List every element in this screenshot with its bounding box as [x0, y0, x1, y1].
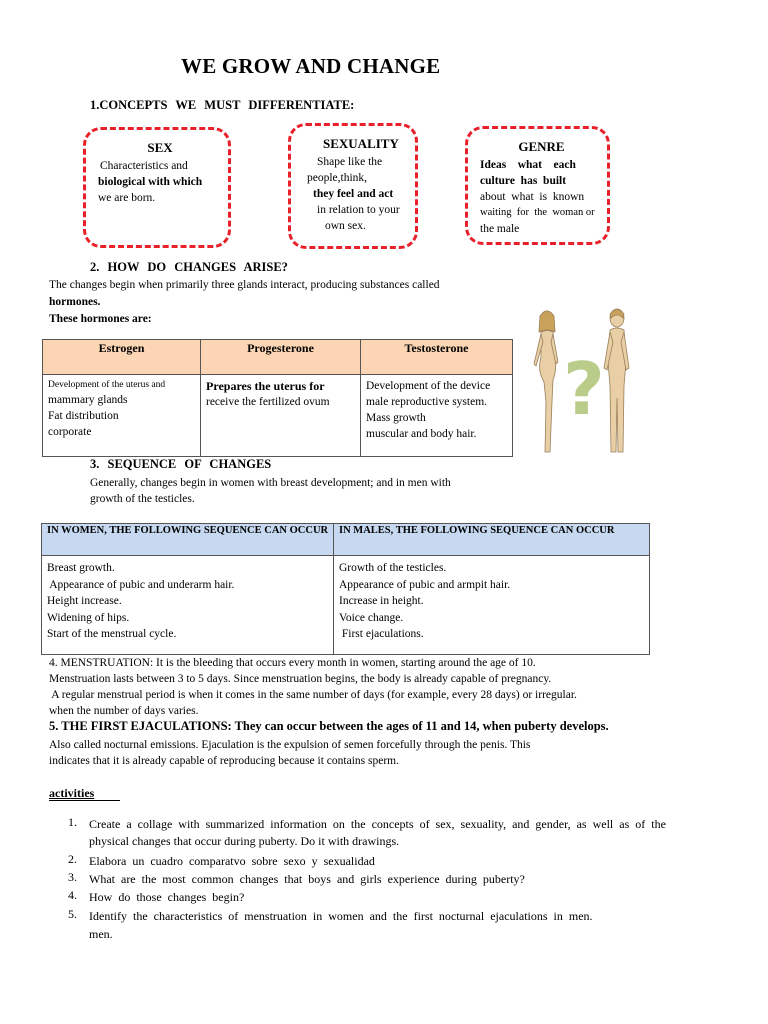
- cell-line: corporate: [48, 426, 92, 438]
- activity-text: Identify the characteristics of menstruation in women and the first nocturnal ejaculations in men.: [89, 909, 593, 923]
- activity-text: Elabora un cuadro comparatvo sobre sexo y sexualidad: [89, 854, 375, 868]
- concept-box-genre: [465, 126, 610, 245]
- list-item: Height increase.: [47, 595, 122, 607]
- concept-text: culture has built: [480, 175, 567, 187]
- list-item: [68, 907, 768, 943]
- ejaculations-heading: 5. THE FIRST EJACULATIONS: They can occur between the ages of 11 and 14, when puberty develops.: [49, 719, 609, 733]
- activity-text: physical changes that occur during puberty. Do it with drawings.: [89, 834, 400, 848]
- question-mark-icon: ?: [563, 347, 605, 431]
- list-item: [68, 888, 768, 907]
- cell-line: muscular and body hair.: [366, 428, 477, 440]
- activities-list: [68, 815, 768, 943]
- menstruation-text: A regular menstrual period is when it comes in the same number of days (for example, every 28 days) or irregular.: [49, 689, 577, 701]
- concept-text: people,think,: [307, 172, 368, 184]
- list-item: Start of the menstrual cycle.: [47, 628, 177, 640]
- sequence-table: [41, 523, 650, 655]
- table-cell-women: [42, 556, 334, 655]
- table-header: Progesterone: [201, 340, 361, 375]
- puberty-figures-illustration: [525, 302, 645, 462]
- table-header-men: IN MALES, THE FOLLOWING SEQUENCE CAN OCCUR: [334, 524, 650, 556]
- paragraph: The changes begin when primarily three glands interact, producing substances called: [49, 279, 440, 291]
- ejaculations-text: indicates that it is already capable of reproducing because it contains sperm.: [49, 755, 399, 767]
- list-item: Voice change.: [339, 611, 404, 624]
- page-title: WE GROW AND CHANGE: [181, 54, 441, 78]
- concept-text: Ideas what each: [480, 159, 576, 171]
- table-cell-men: [334, 556, 650, 655]
- cell-line: Mass growth: [366, 412, 426, 424]
- list-item: [68, 815, 768, 852]
- activity-text: Create a collage with summarized information on the concepts of sex, sexuality, and gender, as well as of the: [89, 817, 666, 831]
- table-cell: [361, 375, 513, 457]
- concept-text: they feel and act: [313, 188, 394, 200]
- male-figure-icon: [604, 309, 629, 452]
- list-item: [68, 852, 768, 870]
- list-item: Increase in height.: [339, 595, 424, 607]
- hormones-table: [42, 339, 513, 457]
- cell-line: Prepares the uterus for: [206, 379, 325, 393]
- list-number: 4.: [68, 888, 77, 902]
- list-item: Appearance of pubic and armpit hair.: [339, 578, 511, 591]
- concept-text: biological with which: [98, 176, 203, 188]
- section-heading-changes: 2. HOW DO CHANGES ARISE?: [90, 260, 288, 274]
- paragraph-bold: hormones.: [49, 296, 101, 308]
- female-figure-icon: [534, 311, 558, 452]
- concept-box-sex: [83, 127, 231, 248]
- activity-text: What are the most common changes that boys and girls experience during puberty?: [89, 872, 525, 886]
- concept-text: waiting for the woman or: [480, 207, 595, 218]
- menstruation-text: when the number of days varies.: [49, 705, 199, 717]
- paragraph: growth of the testicles.: [90, 493, 195, 505]
- concept-text: about what is known: [480, 191, 585, 203]
- list-item: [68, 870, 768, 888]
- ejaculations-text: Also called nocturnal emissions. Ejaculation is the expulsion of semen forcefully through the penis. This: [49, 739, 531, 751]
- cell-line: mammary glands: [48, 394, 128, 406]
- menstruation-text: Menstruation lasts between 3 to 5 days. Since menstruation begins, the body is already capable of pregnancy.: [49, 673, 552, 685]
- list-number: 2.: [68, 852, 77, 866]
- cell-line: Development of the device: [366, 380, 491, 392]
- table-cell: [201, 375, 361, 457]
- list-number: 5.: [68, 907, 77, 921]
- list-item: Breast growth.: [47, 562, 115, 574]
- concept-title-sexuality: SEXUALITY: [323, 136, 399, 151]
- activity-text: How do those changes begin?: [89, 890, 245, 904]
- activity-text: men.: [89, 927, 113, 941]
- table-header-women: IN WOMEN, THE FOLLOWING SEQUENCE CAN OCCUR: [42, 524, 334, 556]
- paragraph: Generally, changes begin in women with breast development; and in men with: [90, 477, 451, 489]
- section-heading-sequence: 3. SEQUENCE OF CHANGES: [90, 457, 272, 471]
- table-header: Estrogen: [43, 340, 201, 375]
- cell-line: Fat distribution: [48, 410, 119, 422]
- concept-title-sex: SEX: [147, 140, 173, 155]
- concept-text: the male: [480, 223, 520, 235]
- table-cell: [43, 375, 201, 457]
- concept-text: own sex.: [325, 220, 366, 232]
- hormones-intro: These hormones are:: [49, 313, 152, 325]
- list-item: Appearance of pubic and underarm hair.: [47, 578, 235, 591]
- cell-line: receive the fertilized ovum: [206, 396, 330, 408]
- list-item: Growth of the testicles.: [339, 562, 447, 574]
- cell-line: Development of the uterus and: [48, 380, 166, 390]
- activities-label: activities: [49, 786, 120, 801]
- concept-title-genre: GENRE: [518, 139, 565, 154]
- concept-box-sexuality: [288, 123, 418, 249]
- concept-text: Shape like the: [317, 156, 383, 168]
- list-number: 3.: [68, 870, 77, 884]
- list-item: First ejaculations.: [339, 628, 424, 640]
- table-header: Testosterone: [361, 340, 513, 375]
- cell-line: male reproductive system.: [366, 396, 488, 408]
- section-heading-concepts: 1.CONCEPTS WE MUST DIFFERENTIATE:: [90, 98, 355, 112]
- list-item: Widening of hips.: [47, 611, 130, 624]
- concept-text: we are born.: [98, 192, 156, 204]
- list-number: 1.: [68, 815, 77, 829]
- concept-text: Characteristics and: [100, 160, 188, 172]
- concept-text: in relation to your: [317, 204, 400, 216]
- menstruation-text: 4. MENSTRUATION: It is the bleeding that occurs every month in women, starting around the age of 10.: [49, 657, 536, 669]
